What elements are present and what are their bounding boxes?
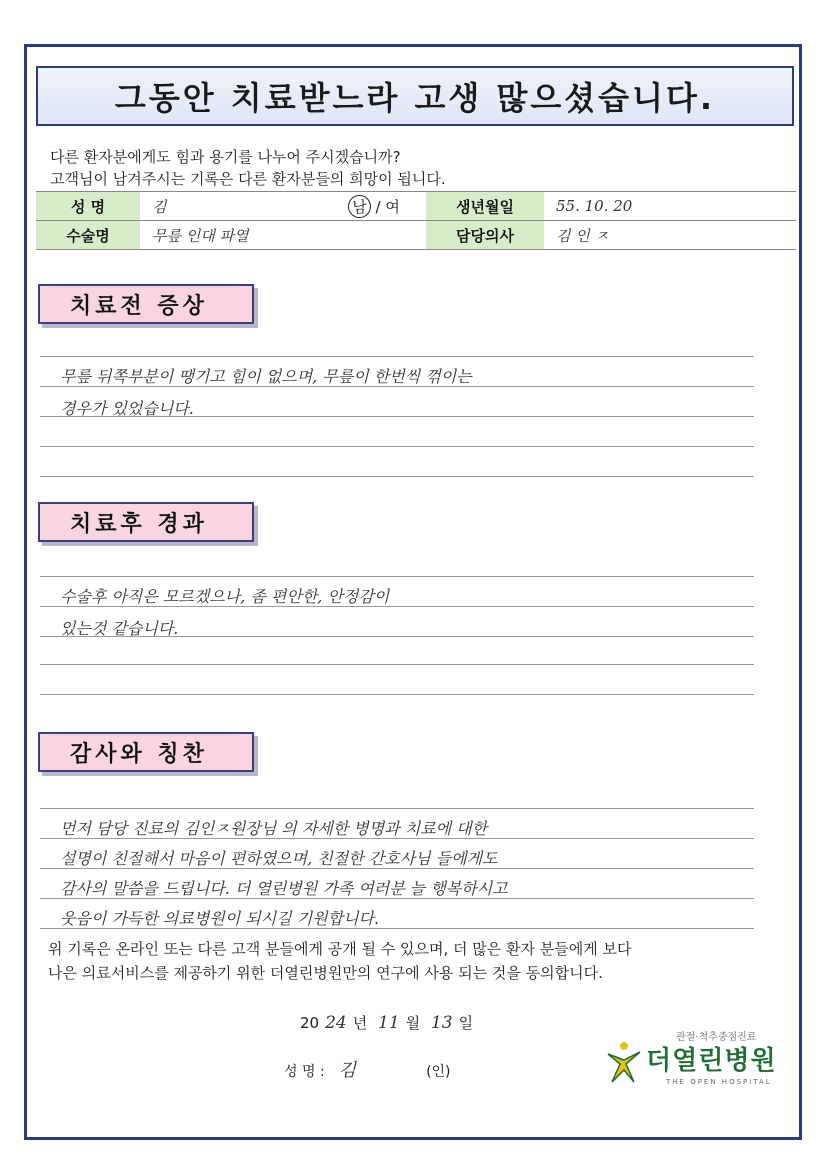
title-bar bbox=[36, 66, 794, 126]
logo-name-prefix: 더열린 bbox=[646, 1046, 725, 1076]
intro-line-1: 다른 환자분에게도 힘과 용기를 나누어 주시겠습니까? bbox=[50, 148, 401, 166]
birth-label: 생년월일 bbox=[426, 192, 544, 221]
section-heading-thanks: 감사와 칭찬 bbox=[38, 732, 254, 772]
logo-name-suffix: 병원 bbox=[724, 1046, 777, 1076]
logo-name bbox=[646, 1040, 777, 1077]
date-prefix: 20 bbox=[300, 1014, 320, 1032]
signature-label: 성 명 : bbox=[284, 1064, 325, 1080]
name-value: 김 bbox=[140, 192, 322, 221]
section-heading-after: 치료후 경과 bbox=[38, 502, 254, 542]
handwritten-line: 먼저 담당 진료의 김인ㅈ원장님 의 자세한 병명과 치료에 대한 bbox=[60, 819, 488, 838]
hospital-logo-figure-icon bbox=[604, 1040, 644, 1084]
ruled-line bbox=[40, 356, 754, 357]
handwritten-line: 경우가 있었습니다. bbox=[60, 399, 194, 418]
signature-field bbox=[284, 1056, 451, 1082]
date-month-unit: 월 bbox=[405, 1014, 421, 1032]
handwritten-line: 설명이 친절해서 마음이 편하였으며, 친절한 간호사님 들에게도 bbox=[60, 849, 498, 868]
date-day-unit: 일 bbox=[458, 1014, 474, 1032]
consent-line-2: 나은 의료서비스를 제공하기 위한 더열린병원만의 연구에 사용 되는 것을 동의합니다. bbox=[48, 964, 603, 982]
date-field bbox=[300, 1012, 473, 1033]
surgery-label: 수술명 bbox=[36, 221, 140, 250]
date-year: 24 bbox=[325, 1013, 347, 1033]
name-label: 성 명 bbox=[36, 192, 140, 221]
intro-line-2: 고객님이 남겨주시는 기록은 다른 환자분들의 희망이 됩니다. bbox=[50, 170, 446, 188]
sex-female: 여 bbox=[385, 197, 400, 216]
handwritten-line: 수술후 아직은 모르겠으나, 좀 편안한, 안정감이 bbox=[60, 587, 390, 606]
handwritten-line: 웃음이 가득한 의료병원이 되시길 기원합니다. bbox=[60, 909, 380, 928]
patient-info-table bbox=[36, 191, 796, 250]
date-month: 11 bbox=[378, 1013, 400, 1033]
sex-separator: / bbox=[375, 197, 381, 216]
logo-english: THE OPEN HOSPITAL bbox=[666, 1078, 772, 1086]
surgery-value: 무릎 인대 파열 bbox=[140, 221, 426, 250]
sex-field bbox=[322, 192, 426, 221]
doctor-label: 담당의사 bbox=[426, 221, 544, 250]
handwritten-line: 무릎 뒤쪽부분이 땡기고 힘이 없으며, 무릎이 한번씩 꺾이는 bbox=[60, 367, 472, 386]
ruled-line bbox=[40, 808, 754, 809]
ruled-line bbox=[40, 476, 754, 477]
page-title: 그동안 치료받느라 고생 많으셨습니다. bbox=[114, 79, 716, 117]
signature-seal: (인) bbox=[426, 1064, 451, 1080]
logo-subtitle: 관절·척추중점진료 bbox=[676, 1032, 757, 1043]
handwritten-line: 있는것 같습니다. bbox=[60, 619, 179, 638]
date-year-unit: 년 bbox=[352, 1014, 368, 1032]
ruled-line bbox=[40, 664, 754, 665]
doctor-value: 김 인 ㅈ bbox=[544, 221, 796, 250]
signature-value: 김 bbox=[338, 1060, 357, 1081]
ruled-line bbox=[40, 446, 754, 447]
ruled-line bbox=[40, 576, 754, 577]
date-day: 13 bbox=[430, 1013, 453, 1033]
sex-male-circled: 남 bbox=[348, 195, 371, 218]
ruled-line bbox=[40, 694, 754, 695]
consent-line-1: 위 기록은 온라인 또는 다른 고객 분들에게 공개 될 수 있으며, 더 많은 환자 분들에게 보다 bbox=[48, 940, 632, 958]
section-heading-before: 치료전 증상 bbox=[38, 284, 254, 324]
birth-value: 55. 10. 20 bbox=[544, 192, 796, 221]
handwritten-line: 감사의 말씀을 드립니다. 더 열린병원 가족 여러분 늘 행복하시고 bbox=[60, 879, 508, 898]
